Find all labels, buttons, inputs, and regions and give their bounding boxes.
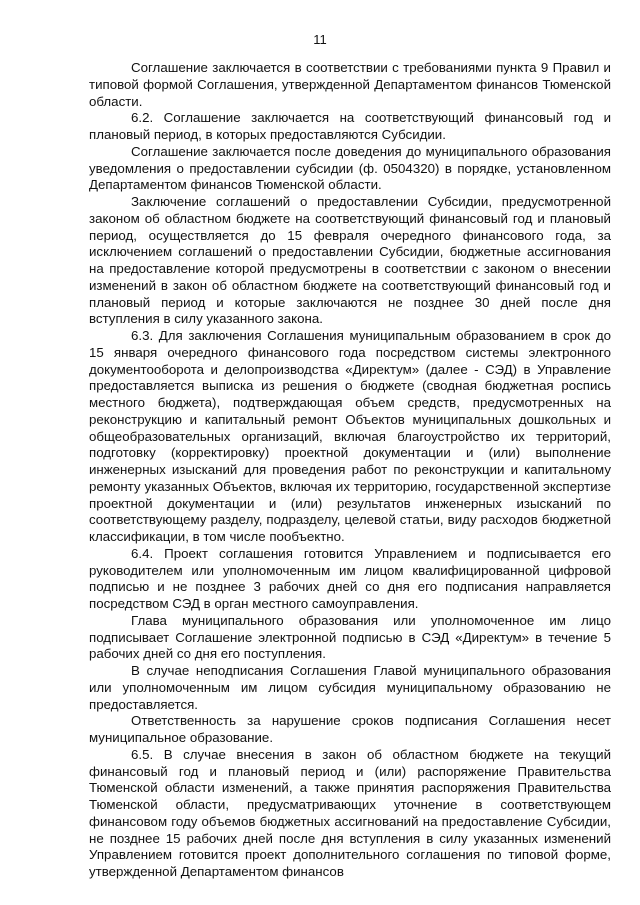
paragraph: Ответственность за нарушение сроков подписания Соглашения несет муниципальное образование. (89, 713, 611, 745)
paragraph: 6.5. В случае внесения в закон об областном бюджете на текущий финансовый год и плановый период и (или) распоряжение Правительства Тюменской области изменений, а также принятия распоряжения Правительства Тюменской области, предусматривающих уточнение в соответствующем финансовом году объемов бюджетных ассигнований на предоставление Субсидии, не позднее 15 рабочих дней после дня вступления в силу указанных изменений Управлением готовится проект дополнительного соглашения по типовой форме, утвержденной Департаментом финансов (89, 746, 611, 879)
paragraph: Соглашение заключается после доведения до муниципального образования уведомления о предоставлении субсидии (ф. 0504320) в порядке, установленном Департаментом финансов Тюменской области. (89, 143, 611, 193)
paragraph: Глава муниципального образования или уполномоченное им лицо подписывает Соглашение электронной подписью в СЭД «Директум» в течение 5 рабочих дней со дня его поступления. (89, 612, 611, 662)
paragraph: 6.2. Соглашение заключается на соответствующий финансовый год и плановый период, в которых предоставляются Субсидии. (89, 110, 611, 142)
paragraph: 6.3. Для заключения Соглашения муниципальным образованием в срок до 15 января очередного финансового года посредством системы электронного документооборота и делопроизводства «Директум» (далее - СЭД) в Управление предоставляется выписка из решения о бюджете (сводная бюджетная роспись местного бюджета), подтверждающая объем средств, предусмотренных на реконструкцию и капитальный ремонт Объектов муниципальных дошкольных и общеобразовательных организаций, включая благоустройство их территорий, подготовку (корректировку) проектной документации и (или) выполнение инженерных изысканий для проведения работ по реконструкции и капитальному ремонту указанных Объектов, включая их территорию, государственной экспертизе проектной документации и (или) результатов инженерных изысканий по соответствующему разделу, подразделу, целевой статьи, виду расходов бюджетной классификации, в том числе пообъектно. (89, 328, 611, 544)
page-number: 11 (313, 32, 327, 47)
document-body (89, 60, 611, 881)
paragraph: 6.4. Проект соглашения готовится Управлением и подписывается его руководителем или уполномоченным им лицом квалифицированной цифровой подписью и не позднее 3 рабочих дней со дня его подписания направляется посредством СЭД в орган местного самоуправления. (89, 545, 611, 611)
paragraph: В случае неподписания Соглашения Главой муниципального образования или уполномоченным им лицом субсидия муниципальному образованию не предоставляется. (89, 663, 611, 712)
paragraph: Заключение соглашений о предоставлении Субсидии, предусмотренной законом об областном бюджете на соответствующий финансовый год и плановый период, осуществляется до 15 февраля очередного финансового года, за исключением соглашений о предоставлении Субсидии, бюджетные ассигнования на предоставление которой предусмотрены в соответствии с законом о внесении изменений в закон об областном бюджете на соответствующий финансовый год и плановый период и которые заключаются не позднее 30 дней после дня вступления в силу указанного закона. (89, 194, 611, 327)
paragraph: Соглашение заключается в соответствии с требованиями пункта 9 Правил и типовой формой Соглашения, утвержденной Департаментом финансов Тюменской области. (89, 60, 611, 109)
